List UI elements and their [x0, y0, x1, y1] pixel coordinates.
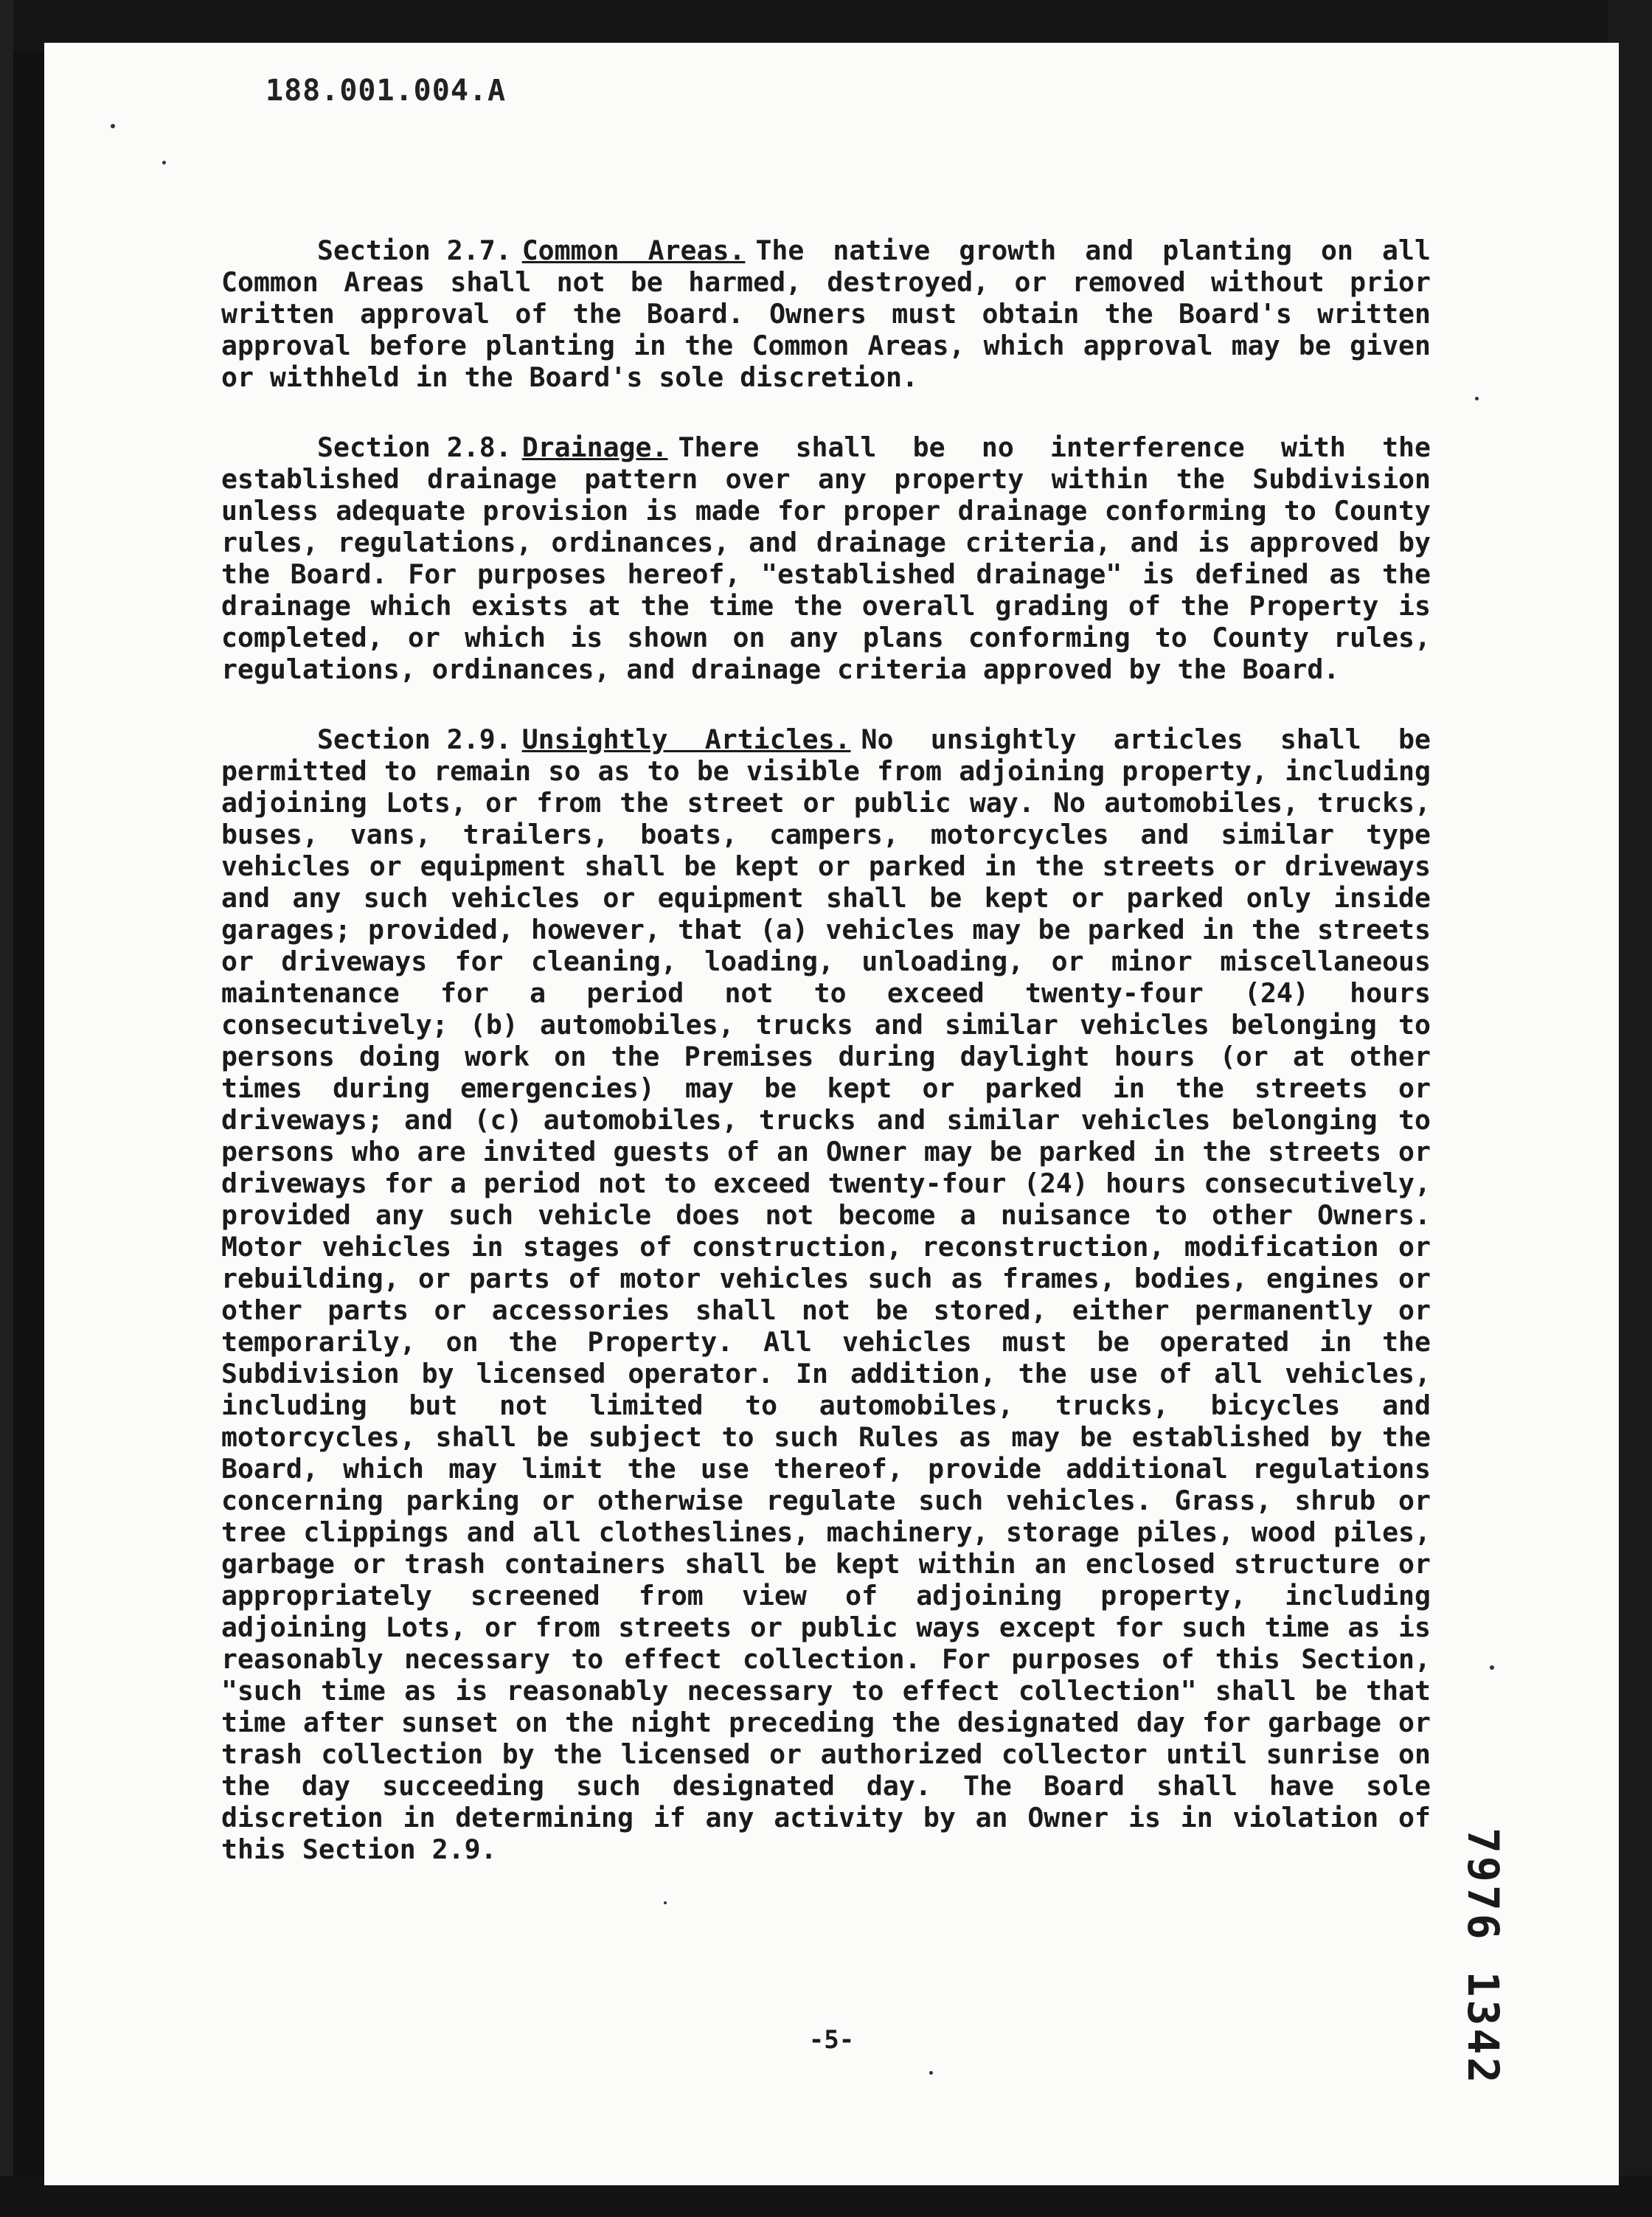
section-body: There shall be no interference with the established drainage pattern over any property within the Subdivision unless adequate provision is made for proper drainage conforming to County rules, regulations, ordinances, and drainage criteria, and is approved by the Board. For purposes hereof, "established drainage" is defined as the drainage which exists at the time the overall grading of the Property is completed, or which is shown on any plans conforming to County rules, regulations, ordinances, and drainage criteria approved by the Board.	[221, 431, 1431, 685]
section-2-9	[221, 724, 1431, 1865]
scan-speck	[664, 1901, 667, 1904]
document-id: 188.001.004.A	[266, 74, 507, 108]
section-number: Section 2.9.	[317, 724, 512, 755]
section-number: Section 2.7.	[317, 235, 512, 266]
scan-speck	[1490, 1665, 1494, 1670]
scan-speck	[111, 124, 115, 128]
section-2-7	[221, 235, 1431, 393]
section-body: No unsightly articles shall be permitted to remain so as to be visible from adjoining property, including adjoining Lots, or from the street or public way. No automobiles, trucks, buses, vans, trailers, boats, campers, motorcycles and similar type vehicles or equipment shall be kept or parked in the streets or driveways and any such vehicles or equipment shall be kept or parked only inside garages; provided, however, that (a) vehicles may be parked in the streets or driveways for cleaning, loading, unloading, or minor miscellaneous maintenance for a period not to exceed twenty-four (24) hours consecutively; (b) automobiles, trucks and similar vehicles belonging to persons doing work on the Premises during daylight hours (or at other times during emergencies) may be kept or parked in the streets or driveways; and (c) automobiles, trucks and similar vehicles belonging to persons who are invited guests of an Owner may be parked in the streets or driveways for a period not to exceed twenty-four (24) hours consecutively, provided any such vehicle does not become a nuisance to other Owners. Motor vehicles in stages of construction, reconstruction, modification or rebuilding, or parts of motor vehicles such as frames, bodies, engines or other parts or accessories shall not be stored, either permanently or temporarily, on the Property. All vehicles must be operated in the Subdivision by licensed operator. In addition, the use of all vehicles, including but not limited to automobiles, trucks, bicycles and motorcycles, shall be subject to such Rules as may be established by the Board, which may limit the use thereof, provide additional regulations concerning parking or otherwise regulate such vehicles. Grass, shrub or tree clippings and all clotheslines, machinery, storage piles, wood piles, garbage or trash containers shall be kept within an enclosed structure or appropriately screened from view of adjoining property, including adjoining Lots, or from streets or public ways except for such time as is reasonably necessary to effect collection. For purposes of this Section, "such time as is reasonably necessary to effect collection" shall be that time after sunset on the night preceding the designated day for garbage or trash collection by the licensed or authorized collector until sunrise on the day succeeding such designated day. The Board shall have sole discretion in determining if any activity by an Owner is in violation of this Section 2.9.	[221, 724, 1431, 1865]
document-body	[221, 235, 1431, 1904]
section-number: Section 2.8.	[317, 431, 512, 463]
section-heading: Drainage.	[521, 431, 668, 463]
page-number: -5-	[808, 2025, 855, 2055]
scan-speck	[162, 161, 166, 164]
section-heading: Common Areas.	[521, 235, 746, 266]
recording-stamp: 7976 1342	[1458, 1828, 1508, 2086]
scan-speck	[929, 2071, 933, 2075]
section-heading: Unsightly Articles.	[521, 724, 851, 755]
scan-border-left	[0, 0, 13, 2217]
scan-speck	[1475, 397, 1479, 400]
section-2-8	[221, 431, 1431, 685]
section-body: The native growth and planting on all Common Areas shall not be harmed, destroyed, or removed without prior written approval of the Board. Owners must obtain the Board's written approval before planting in the Common Areas, which approval may be given or withheld in the Board's sole discretion.	[221, 235, 1431, 393]
document-page	[44, 43, 1619, 2185]
